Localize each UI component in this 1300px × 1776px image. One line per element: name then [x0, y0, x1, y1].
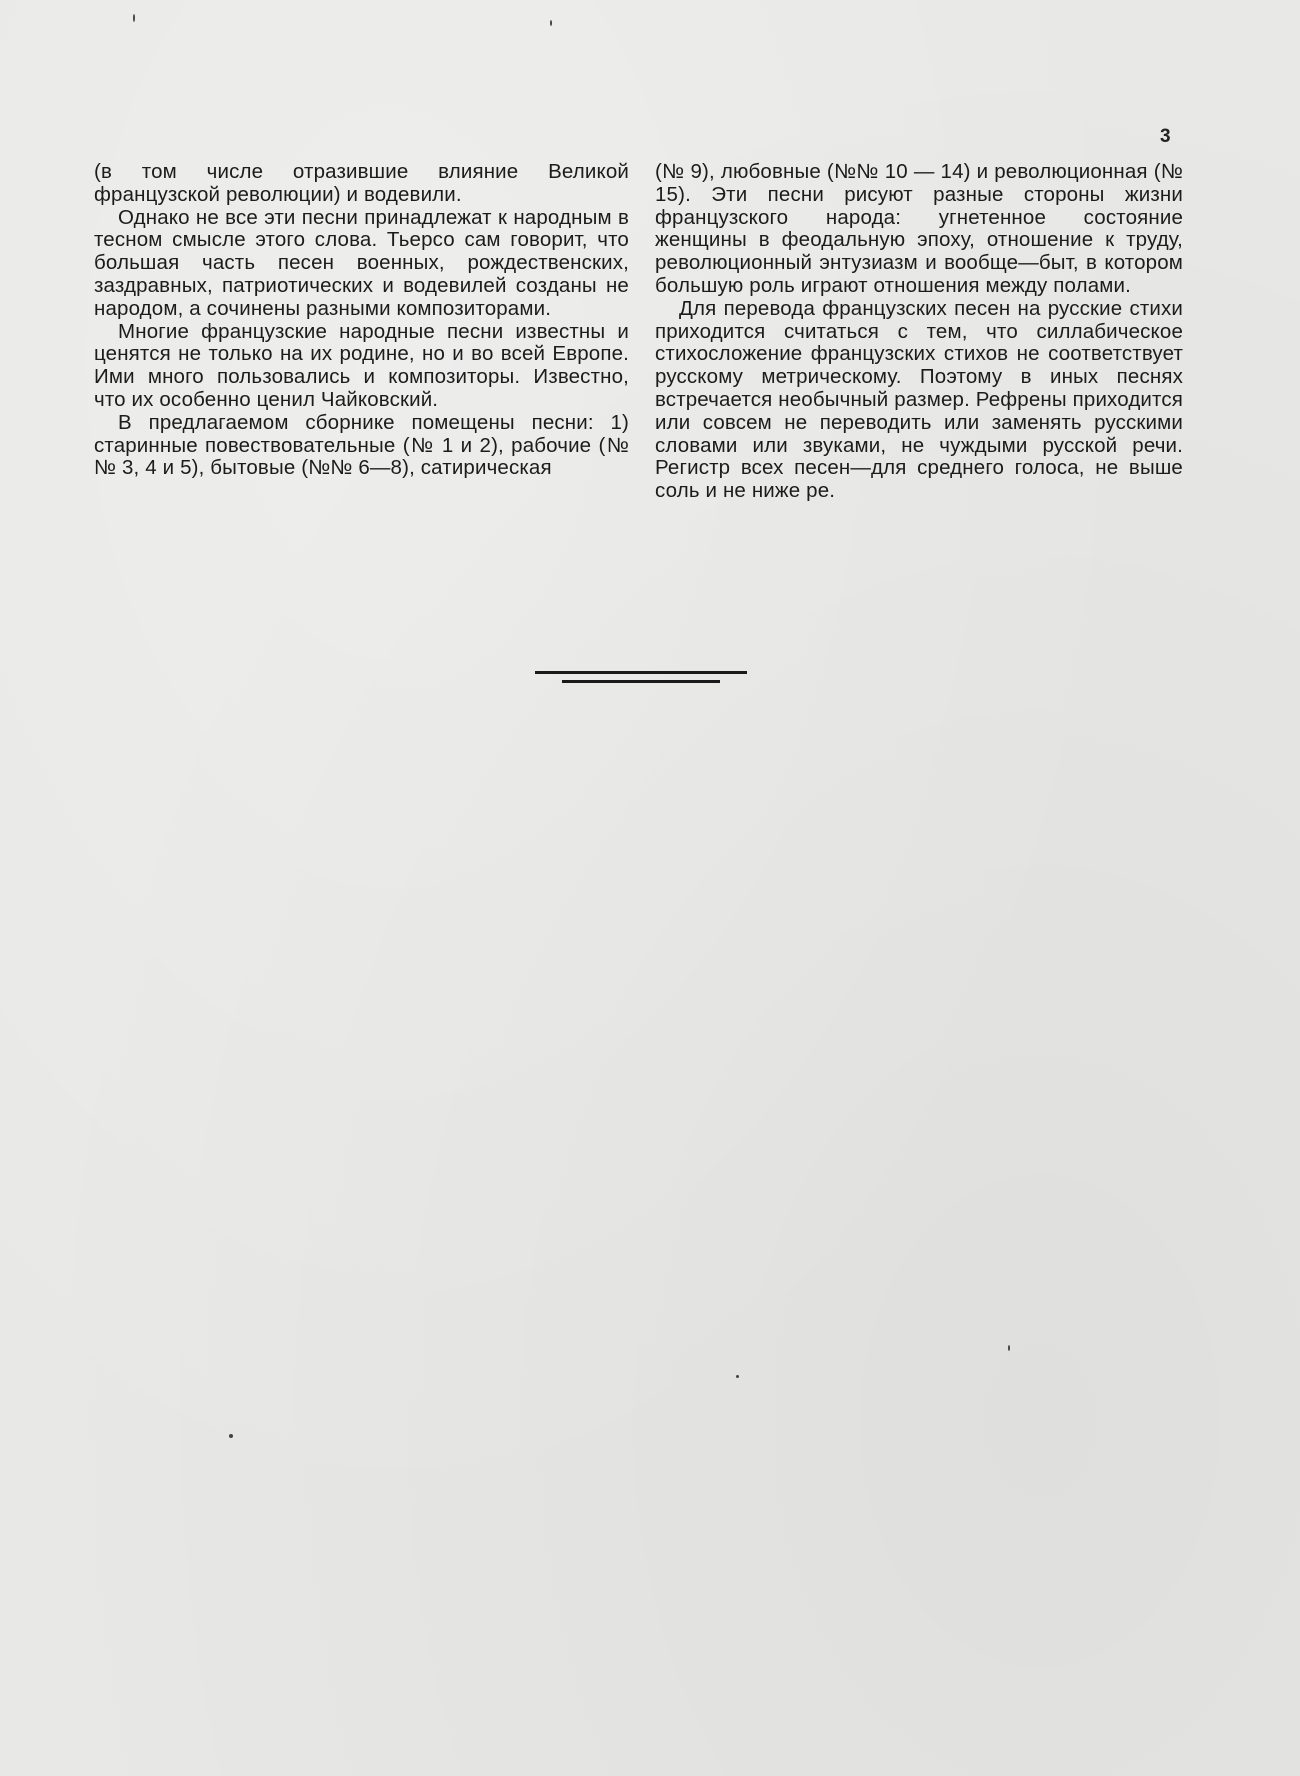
print-speck [229, 1434, 233, 1438]
paragraph: (в том числе отразившие влияние Великой французской революции) и водевили. [94, 160, 629, 206]
paragraph: (№ 9), любовные (№№ 10 — 14) и революционная (№ 15). Эти песни рисуют разные стороны жизни французского народа: угнетенное состояние женщины в феодальную эпоху, отношение к труду, революционный энтузиазм и вообще—быт, в котором большую роль играют отношения между полами. [655, 160, 1183, 297]
print-speck [736, 1375, 739, 1378]
left-text-column [94, 161, 629, 480]
paragraph: Многие французские народные песни известны и ценятся не только на их родине, но и во всей Европе. Ими много пользовались и композиторы. Известно, что их особенно ценил Чайковский. [94, 319, 629, 411]
print-speck [133, 14, 135, 22]
page-number: 3 [1160, 126, 1171, 147]
section-divider-short-line [562, 680, 720, 683]
right-text-column [655, 161, 1183, 503]
print-speck [1008, 1345, 1010, 1351]
paragraph: В предлагаемом сборнике помещены песни: 1) старинные повествовательные (№ 1 и 2), рабочие (№№ 3, 4 и 5), бытовые (№№ 6—8), сатирическая [94, 410, 629, 480]
print-speck [550, 20, 552, 26]
paragraph: Для перевода французских песен на русские стихи приходится считаться с тем, что силлабическое стихосложение французских стихов не соответствует русскому метрическому. Поэтому в иных песнях встречается необычный размер. Рефрены приходится или совсем не переводить или заменять русскими словами или звуками, не чуждыми русской речи. Регистр всех песен—для среднего голоса, не выше соль и не ниже ре. [655, 296, 1183, 503]
section-divider-long-line [535, 671, 747, 674]
paragraph: Однако не все эти песни принадлежат к народным в тесном смысле этого слова. Тьерсо сам говорит, что большая часть песен военных, рождественских, заздравных, патриотических и водевилей созданы не народом, а сочинены разными композиторами. [94, 205, 629, 320]
